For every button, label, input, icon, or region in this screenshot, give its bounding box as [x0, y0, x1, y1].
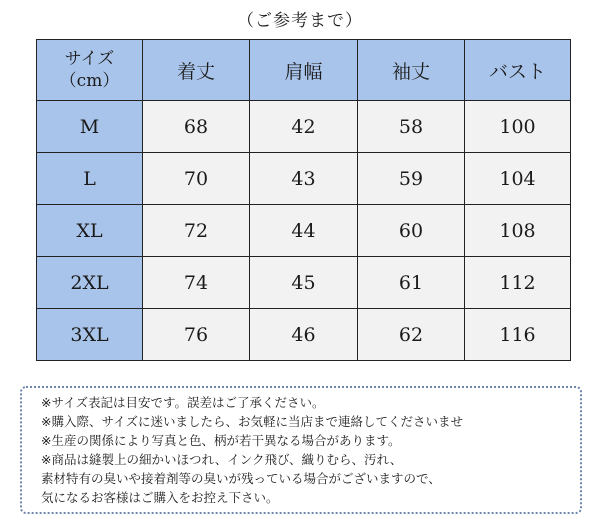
header-bust: バスト: [465, 40, 571, 101]
shoulder-cell: 46: [250, 309, 358, 361]
unit-header-label: （cm）: [59, 71, 120, 91]
length-cell: 76: [143, 309, 250, 361]
sleeve-cell: 58: [358, 101, 465, 153]
note-line: ※生産の関係により写真と色、柄が若干異なる場合があります。: [41, 433, 401, 448]
shoulder-cell: 42: [250, 101, 358, 153]
table-row: [37, 205, 571, 257]
length-cell: 72: [143, 205, 250, 257]
header-length: 着丈: [143, 40, 250, 101]
note-line: ※購入際、サイズに迷いましたら、お気軽に当店まで連絡してくださいませ: [41, 414, 463, 429]
size-cell: XL: [37, 205, 143, 257]
size-chart-table: [36, 39, 571, 361]
note-line: 素材特有の臭いや接着剤等の臭いが残っている場合がございますので、: [41, 471, 441, 486]
bust-cell: 104: [465, 153, 571, 205]
table-row: [37, 309, 571, 361]
bust-cell: 108: [465, 205, 571, 257]
size-cell: 2XL: [37, 257, 143, 309]
header-shoulder: 肩幅: [250, 40, 358, 101]
sleeve-cell: 60: [358, 205, 465, 257]
note-line: ※商品は縫製上の細かいほつれ、インク飛び、織りむら、汚れ、: [41, 452, 403, 467]
table-row: [37, 153, 571, 205]
corner-header-cell: [37, 40, 143, 101]
table-row: [37, 257, 571, 309]
size-cell: 3XL: [37, 309, 143, 361]
header-sleeve: 袖丈: [358, 40, 465, 101]
size-cell: L: [37, 153, 143, 205]
note-line: ※サイズ表記は目安です。誤差はご了承ください。: [41, 395, 325, 410]
bust-cell: 100: [465, 101, 571, 153]
shoulder-cell: 44: [250, 205, 358, 257]
notes-box: [20, 386, 582, 514]
length-cell: 74: [143, 257, 250, 309]
bust-cell: 112: [465, 257, 571, 309]
size-header-label: サイズ: [64, 49, 115, 69]
sleeve-cell: 61: [358, 257, 465, 309]
table-row: [37, 101, 571, 153]
sleeve-cell: 59: [358, 153, 465, 205]
bust-cell: 116: [465, 309, 571, 361]
sleeve-cell: 62: [358, 309, 465, 361]
length-cell: 68: [143, 101, 250, 153]
length-cell: 70: [143, 153, 250, 205]
shoulder-cell: 43: [250, 153, 358, 205]
note-line: 気になるお客様はご購入をお控え下さい。: [41, 490, 279, 505]
shoulder-cell: 45: [250, 257, 358, 309]
header-row: [37, 40, 571, 101]
size-cell: M: [37, 101, 143, 153]
reference-note: （ご参考まで）: [237, 11, 363, 31]
